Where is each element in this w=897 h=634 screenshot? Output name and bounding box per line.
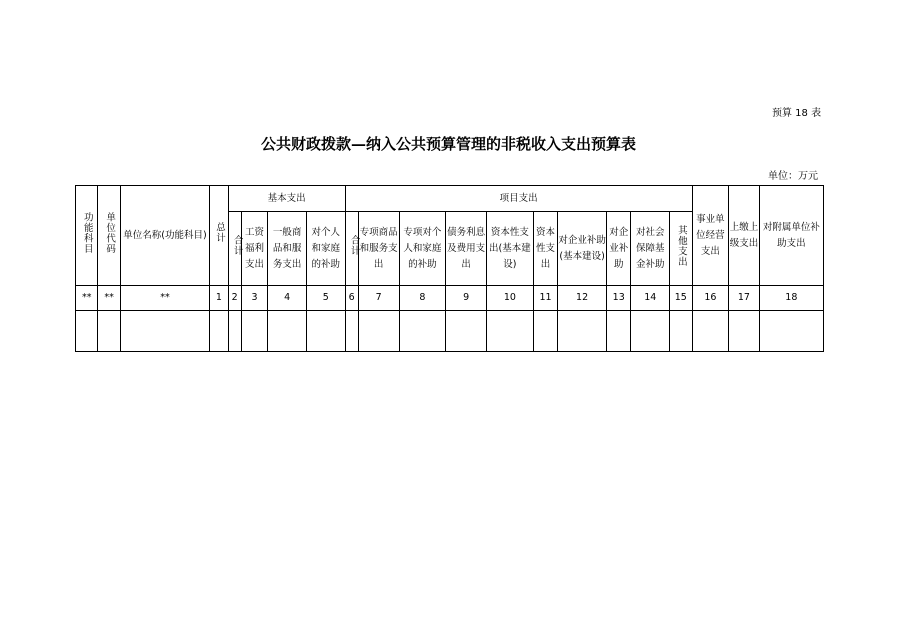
index-cell: 16 (692, 286, 729, 311)
form-number: 预算 18 表 (772, 108, 822, 119)
data-cell (241, 311, 267, 352)
index-cell: 7 (358, 286, 399, 311)
header-project-personal: 专项对个人和家庭的补助 (399, 212, 446, 286)
index-cell: 13 (607, 286, 631, 311)
header-capital: 资本性支出 (533, 212, 557, 286)
header-func-subject: 功能科目 (76, 186, 98, 286)
data-cell (729, 311, 760, 352)
header-personal-subsidy: 对个人和家庭的补助 (306, 212, 345, 286)
data-row (76, 311, 824, 352)
header-business-operation: 事业单位经营支出 (692, 186, 729, 286)
data-cell (228, 311, 241, 352)
header-basic-sum: 合计 (228, 212, 241, 286)
index-cell: 11 (533, 286, 557, 311)
index-cell: 9 (446, 286, 487, 311)
header-project-expense: 项目支出 (345, 186, 692, 212)
index-cell: 15 (670, 286, 692, 311)
header-project-goods: 专项商品和服务支出 (358, 212, 399, 286)
data-cell (399, 311, 446, 352)
data-cell (358, 311, 399, 352)
header-basic-expense: 基本支出 (228, 186, 345, 212)
index-cell: ** (76, 286, 98, 311)
data-cell (120, 311, 210, 352)
unit-label: 单位：万元 (768, 171, 818, 182)
header-enterprise-subsidy: 对企业补助 (607, 212, 631, 286)
data-cell (306, 311, 345, 352)
index-cell: 17 (729, 286, 760, 311)
data-cell (670, 311, 692, 352)
header-other: 其他支出 (670, 212, 692, 286)
index-cell: 12 (558, 286, 607, 311)
index-cell: 2 (228, 286, 241, 311)
header-project-sum: 合计 (345, 212, 358, 286)
header-social-fund: 对社会保障基金补助 (631, 212, 670, 286)
index-cell: 4 (268, 286, 307, 311)
header-goods-services: 一般商品和服务支出 (268, 212, 307, 286)
data-cell (268, 311, 307, 352)
header-unit-code: 单位代码 (98, 186, 120, 286)
index-cell: 18 (759, 286, 823, 311)
header-total: 总计 (210, 186, 228, 286)
header-wage: 工资福利支出 (241, 212, 267, 286)
data-cell (486, 311, 533, 352)
data-cell (692, 311, 729, 352)
page-title: 公共财政拨款—纳入公共预算管理的非税收入支出预算表 (260, 135, 636, 153)
data-cell (345, 311, 358, 352)
index-cell: 10 (486, 286, 533, 311)
index-row (76, 286, 824, 311)
header-enterprise-subsidy-construction: 对企业补助(基本建设) (558, 212, 607, 286)
data-cell (607, 311, 631, 352)
header-debt-interest: 债务利息及费用支出 (446, 212, 487, 286)
index-cell: ** (120, 286, 210, 311)
index-cell: 6 (345, 286, 358, 311)
data-cell (631, 311, 670, 352)
data-cell (759, 311, 823, 352)
data-cell (210, 311, 228, 352)
header-unit-name: 单位名称(功能科目) (120, 186, 210, 286)
data-cell (533, 311, 557, 352)
index-cell: 14 (631, 286, 670, 311)
data-cell (98, 311, 120, 352)
header-affiliate-subsidy: 对附属单位补助支出 (759, 186, 823, 286)
header-turnover: 上缴上级支出 (729, 186, 760, 286)
index-cell: 8 (399, 286, 446, 311)
index-cell: 5 (306, 286, 345, 311)
budget-table (75, 185, 824, 352)
index-cell: 1 (210, 286, 228, 311)
index-cell: 3 (241, 286, 267, 311)
data-cell (558, 311, 607, 352)
data-cell (446, 311, 487, 352)
index-cell: ** (98, 286, 120, 311)
header-capital-construction: 资本性支出(基本建设) (486, 212, 533, 286)
data-cell (76, 311, 98, 352)
